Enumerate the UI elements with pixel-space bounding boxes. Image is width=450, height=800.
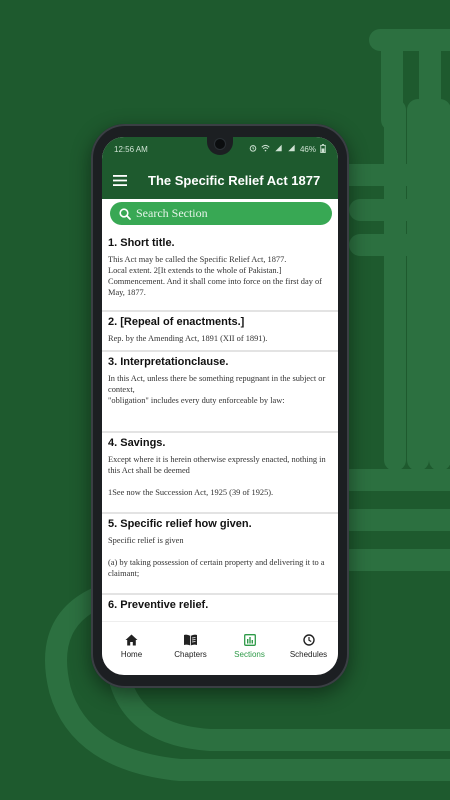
alarm-icon xyxy=(249,144,257,154)
book-icon xyxy=(183,632,198,648)
section-body-line: Specific relief is given xyxy=(108,536,184,545)
section-title: 4. Savings. xyxy=(108,437,166,449)
paragraph-gap xyxy=(108,546,332,557)
nav-label: Schedules xyxy=(289,649,328,659)
section-body-line: In this Act, unless there be something repugnant in the subject or context, xyxy=(108,374,326,394)
chart-icon xyxy=(244,632,256,648)
bottom-nav xyxy=(102,621,338,668)
search-icon xyxy=(119,207,133,221)
battery-icon xyxy=(320,144,326,155)
status-time: 12:56 AM xyxy=(114,144,148,154)
section-body xyxy=(108,373,332,406)
section-card[interactable] xyxy=(102,312,338,352)
home-icon xyxy=(125,632,138,648)
nav-chapters[interactable] xyxy=(161,622,220,668)
hamburger-icon xyxy=(113,175,127,186)
section-body-line: 1See now the Succession Act, 1925 (39 of 1925). xyxy=(108,488,274,497)
section-title: 1. Short title. xyxy=(108,237,175,249)
signal-icon-2 xyxy=(287,144,296,154)
search-area xyxy=(102,199,338,233)
battery-level: 46% xyxy=(299,144,316,154)
section-body-line: Local extent. 2[It extends to the whole of Pakistan.] xyxy=(108,266,282,275)
nav-label: Home xyxy=(120,649,143,659)
app-bar xyxy=(102,161,338,199)
app-title: The Specific Relief Act 1877 xyxy=(148,172,321,188)
section-body-line: (a) by taking possession of certain property and delivering it to a claimant; xyxy=(108,558,325,578)
section-title: 3. Interpretationclause. xyxy=(108,356,229,368)
status-bar xyxy=(102,137,338,161)
section-title: 6. Preventive relief. xyxy=(108,599,209,611)
nav-label: Sections xyxy=(234,649,265,659)
section-title: 2. [Repeal of enactments.] xyxy=(108,316,245,328)
wifi-icon xyxy=(261,144,270,154)
signal-icon xyxy=(274,144,283,154)
section-card[interactable] xyxy=(102,595,338,611)
section-body-line: This Act may be called the Specific Relief Act, 1877. xyxy=(108,255,287,264)
menu-button[interactable] xyxy=(102,161,138,199)
section-body-line: Commencement. And it shall come into force on the first day of May, 1877. xyxy=(108,277,322,297)
section-body xyxy=(108,454,332,498)
nav-home[interactable] xyxy=(102,622,161,668)
section-title: 5. Specific relief how given. xyxy=(108,518,252,530)
nav-label: Chapters xyxy=(174,649,207,659)
search-bar[interactable] xyxy=(110,202,332,225)
section-body xyxy=(108,535,332,579)
section-card[interactable] xyxy=(102,433,338,514)
app-screen xyxy=(102,137,338,675)
search-input[interactable] xyxy=(133,205,318,222)
section-body-line: Rep. by the Amending Act, 1891 (XII of 1891). xyxy=(108,334,268,343)
section-card[interactable] xyxy=(102,514,338,595)
sections-list[interactable] xyxy=(102,233,338,611)
status-icons xyxy=(249,144,326,155)
section-body xyxy=(108,254,332,298)
section-body-line: Except where it is herein otherwise expressly enacted, nothing in this Act shall be deemed xyxy=(108,455,326,475)
nav-schedules[interactable] xyxy=(279,622,338,668)
camera-notch xyxy=(207,137,233,155)
section-body xyxy=(108,333,332,344)
clock-icon xyxy=(303,632,315,648)
paragraph-gap xyxy=(108,476,332,487)
section-body-line: "obligation" includes every duty enforceable by law: xyxy=(108,396,285,405)
section-card[interactable] xyxy=(102,352,338,433)
nav-sections[interactable] xyxy=(220,622,279,668)
section-card[interactable] xyxy=(102,233,338,312)
